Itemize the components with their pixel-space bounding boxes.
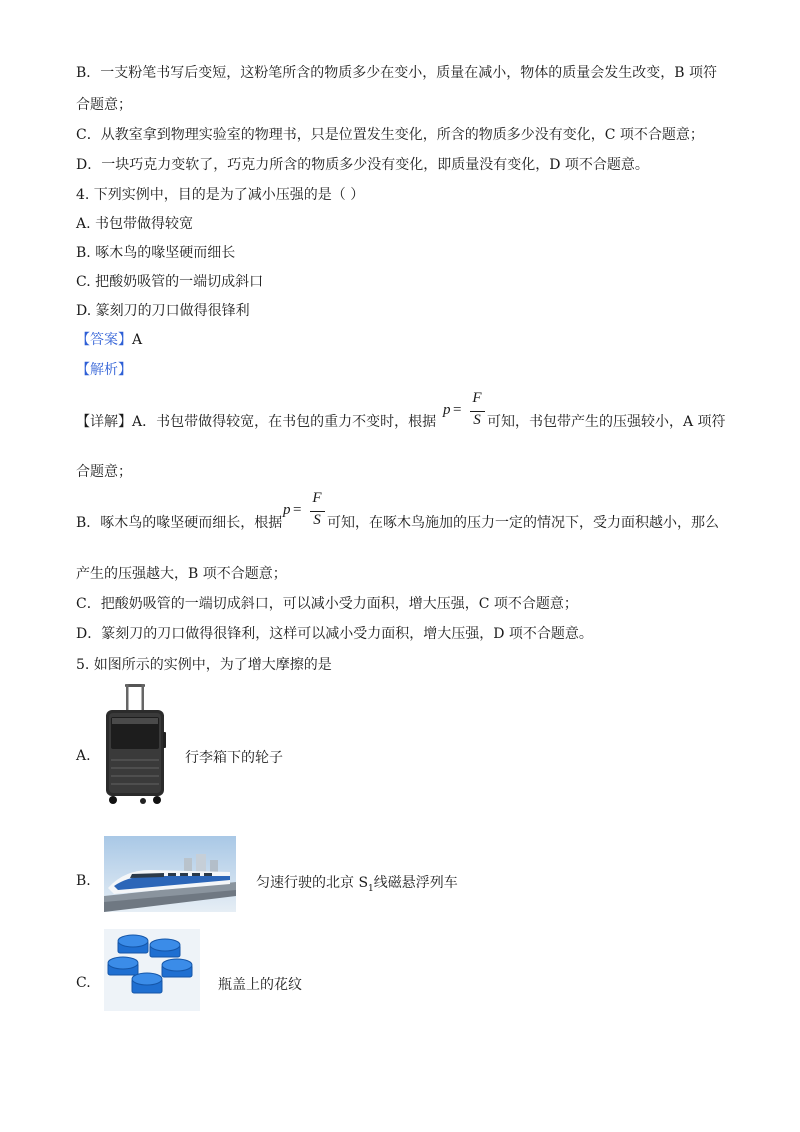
formula-numerator: F (312, 490, 322, 506)
q5-option-b-text-post: 线磁悬浮列车 (373, 875, 458, 891)
maglev-train-image (104, 836, 236, 912)
detail-a-post: 可知，书包带产生的压强较小，A 项符 (487, 414, 726, 430)
answer-line (76, 330, 142, 350)
detail-a-line1 (76, 412, 436, 432)
q5-stem: 5. 如图所示的实例中，为了增大摩擦的是 (76, 657, 332, 673)
detail-d: D．篆刻刀的刀口做得很锋利，这样可以减小受力面积，增大压强，D 项不合题意。 (76, 626, 593, 642)
q4-option-b: B. 啄木鸟的喙坚硬而细长 (76, 245, 236, 261)
q4-option-c: C. 把酸奶吸管的一端切成斜口 (76, 274, 264, 290)
q5-option-b-text (256, 872, 458, 894)
analysis-tag: 【解析】 (76, 362, 132, 378)
q5-option-a-text: 行李箱下的轮子 (185, 750, 283, 766)
formula-p: p (443, 402, 451, 418)
q4-option-d: D. 篆刻刀的刀口做得很锋利 (76, 303, 250, 319)
formula-denominator: S (473, 412, 481, 428)
formula-numerator: F (472, 390, 482, 406)
answer-value: A (132, 332, 143, 348)
detail-a-line2: 合题意； (76, 464, 132, 480)
detail-b-line2: 产生的压强越大，B 项不合题意； (76, 566, 287, 582)
q5-option-c-letter: C. (76, 975, 91, 991)
bottle-caps-illustration (104, 929, 200, 1011)
pressure-formula-b (283, 490, 333, 534)
detail-c: C．把酸奶吸管的一端切成斜口，可以减小受力面积，增大压强，C 项不合题意； (76, 596, 578, 612)
q3-option-d: D．一块巧克力变软了，巧克力所含的物质多少没有变化，即质量没有变化，D 项不合题意。 (76, 157, 649, 173)
q4-stem: 4. 下列实例中，目的是为了减小压强的是（ ） (76, 187, 365, 203)
detail-b-post: 可知，在啄木鸟施加的压力一定的情况下，受力面积越小，那么 (327, 515, 719, 531)
q5-option-b-subscript: 1 (368, 883, 374, 894)
q5-option-b-letter: B. (76, 873, 91, 889)
q5-option-a-letter: A. (76, 748, 91, 764)
formula-p: p (283, 502, 291, 518)
suitcase-image (103, 682, 167, 806)
q5-option-c-text: 瓶盖上的花纹 (218, 977, 302, 993)
q4-option-a: A. 书包带做得较宽 (76, 216, 194, 232)
formula-denominator: S (313, 512, 321, 528)
detail-a-pre: 【详解】A．书包带做得较宽，在书包的重力不变时，根据 (76, 414, 437, 430)
q3-option-c: C．从教室拿到物理实验室的物理书，只是位置发生变化，所含的物质多少没有变化，C 项不合题意； (76, 127, 704, 143)
formula-eq: = (453, 402, 462, 418)
suitcase-illustration (103, 682, 167, 806)
pressure-formula-a (443, 390, 493, 434)
formula-eq: = (293, 502, 302, 518)
detail-b-pre: B．啄木鸟的喙坚硬而细长，根据 (76, 515, 283, 531)
bottle-caps-image (104, 929, 200, 1011)
q3-option-b-line1: B．一支粉笔书写后变短，这粉笔所含的物质多少在变小，质量在减小，物体的质量会发生改变，B 项符 (76, 65, 718, 81)
answer-tag: 【答案】 (76, 332, 132, 348)
maglev-illustration (104, 836, 236, 912)
q3-option-b-line2: 合题意； (76, 97, 132, 113)
q5-option-b-text-pre: 匀速行驶的北京 S (256, 875, 369, 891)
